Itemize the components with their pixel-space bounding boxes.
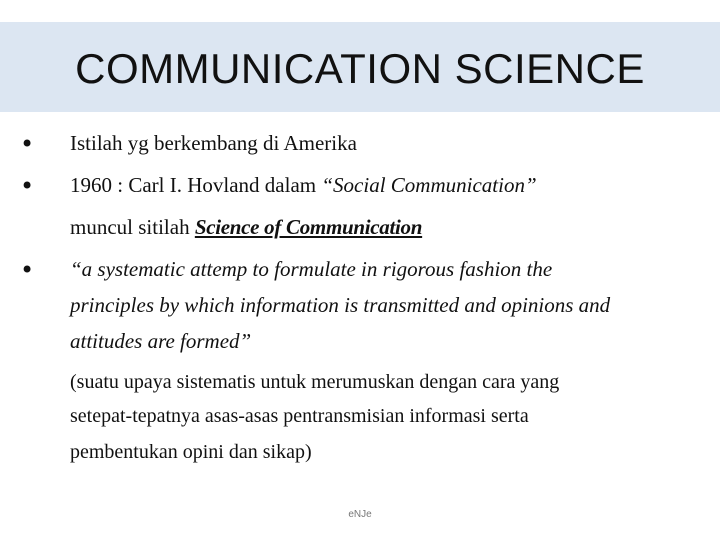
translation-line-2: setepat-tepatnya asas-asas pentransmisian informasi serta xyxy=(70,405,529,427)
footer-author: eNJe xyxy=(348,509,372,520)
bullet-dot-icon: • xyxy=(20,130,35,158)
definition-quote-line-3: attitudes are formed” xyxy=(70,329,252,353)
social-communication-title: “Social Communication” xyxy=(321,173,537,197)
bullet-dot-icon: • xyxy=(20,256,35,284)
term-intro-text: muncul sitilah xyxy=(70,215,195,239)
bullet-dot-icon: • xyxy=(20,172,35,200)
slide-title: COMMUNICATION SCIENCE xyxy=(75,45,645,92)
bullet-text: Istilah yg berkembang di Amerika xyxy=(70,131,357,155)
definition-quote-line-2: principles by which information is transmitted and opinions and xyxy=(70,293,611,317)
bullet-text-line-1 xyxy=(70,172,537,198)
hovland-text: 1960 : Carl I. Hovland dalam xyxy=(70,173,322,197)
science-of-communication-term: Science of Communication xyxy=(194,215,423,239)
bullet-text-line-2 xyxy=(70,214,422,240)
definition-quote-line-1: “a systematic attemp to formulate in rigorous fashion the xyxy=(70,257,553,281)
translation-line-3: pembentukan opini dan sikap) xyxy=(70,441,312,463)
translation-line-1: (suatu upaya sistematis untuk merumuskan dengan cara yang xyxy=(70,371,560,393)
